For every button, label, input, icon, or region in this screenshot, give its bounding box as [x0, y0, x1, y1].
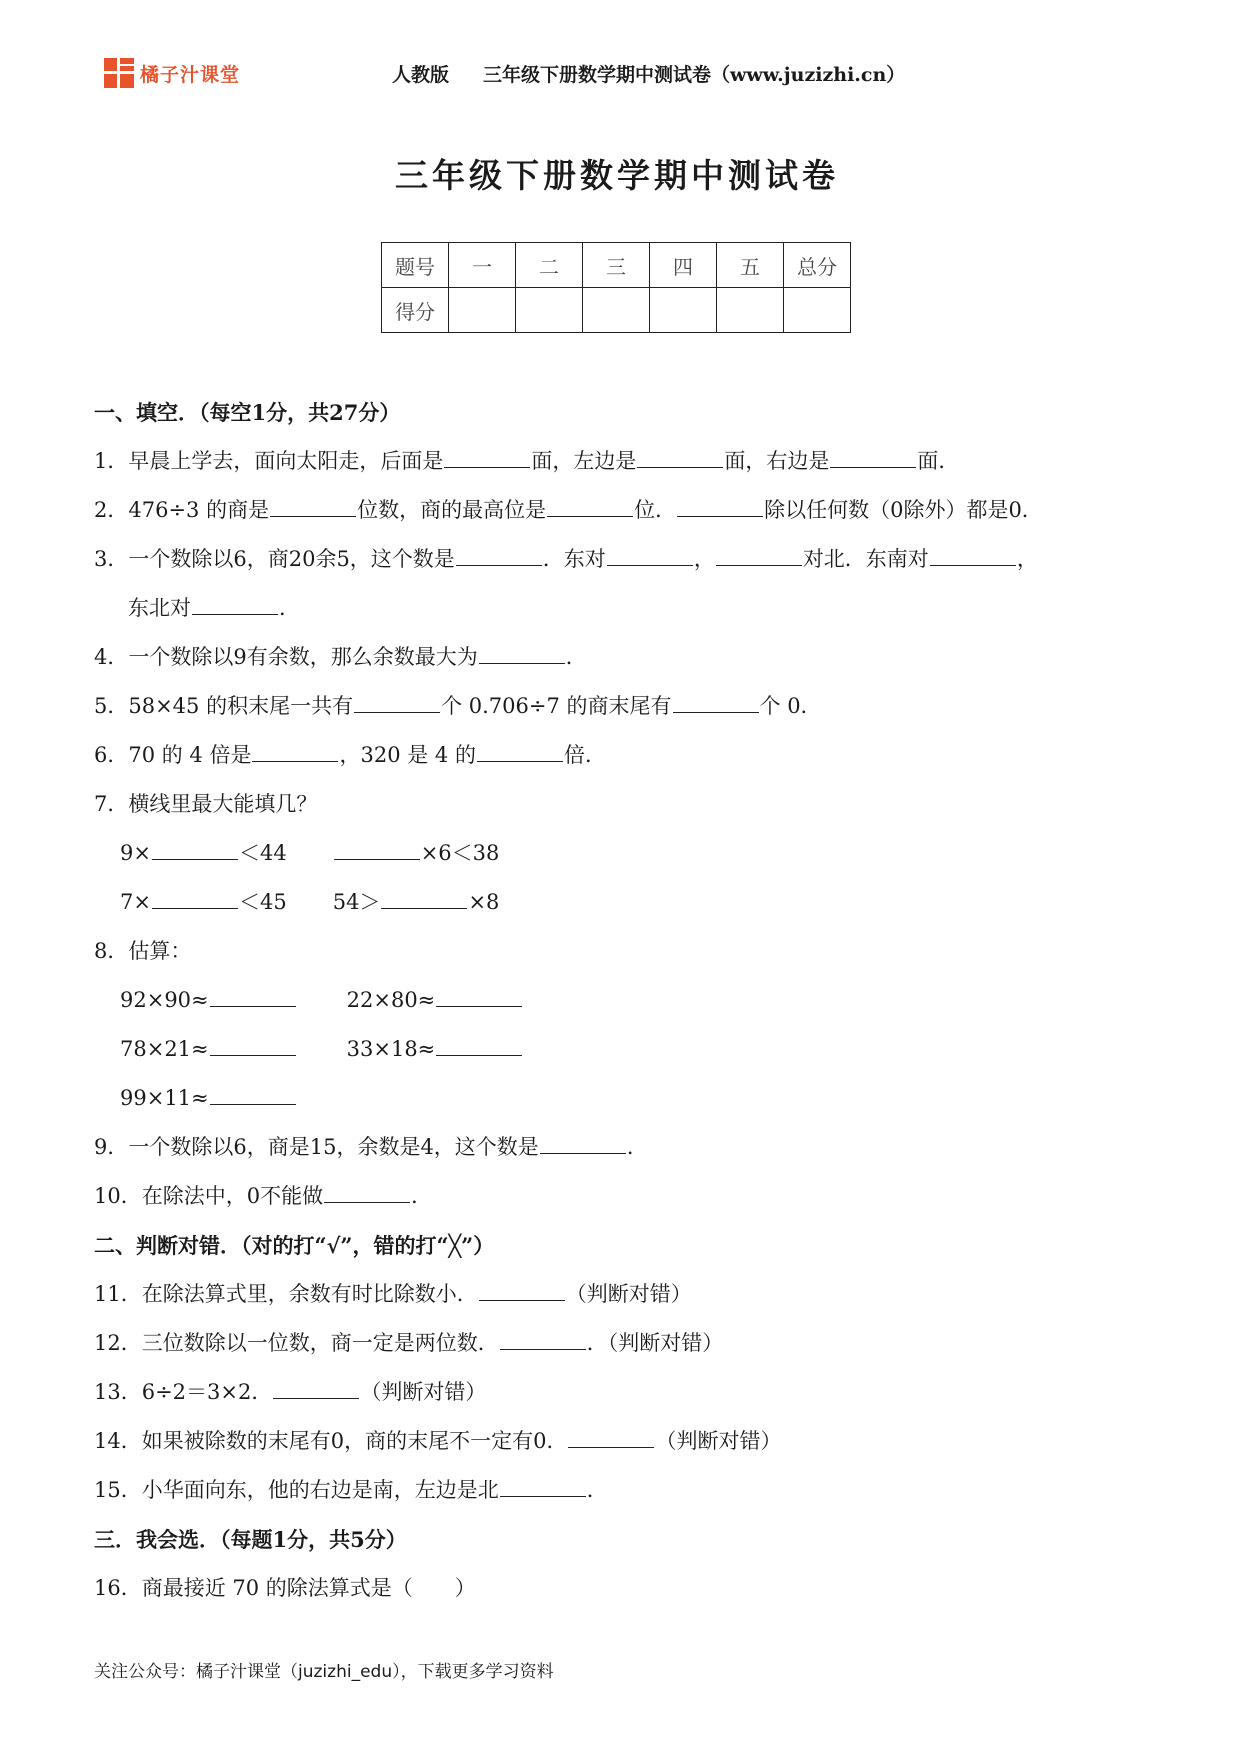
answer-blank[interactable] [270, 494, 356, 517]
question-7-row-1 [94, 829, 1154, 878]
question-11 [94, 1270, 1154, 1319]
answer-blank[interactable] [547, 494, 633, 517]
question-text: 对北．东南对 [802, 547, 929, 571]
question-text: ．东对 [542, 547, 606, 571]
question-6 [94, 731, 1154, 780]
answer-blank[interactable] [500, 1327, 586, 1350]
section-heading: 三．我会选．（每题1分，共5分） [94, 1527, 407, 1552]
question-7: 7．横线里最大能填几？ [94, 792, 318, 816]
question-text: 3．一个数除以6，商20余5，这个数是 [94, 547, 455, 571]
question-10 [94, 1172, 1154, 1221]
answer-blank[interactable] [673, 690, 759, 713]
score-cell: 二 [516, 243, 583, 288]
question-text: （判断对错） [360, 1380, 487, 1404]
answer-blank[interactable] [477, 739, 563, 762]
question-text: ．（判断对错） [586, 1331, 724, 1355]
question-text: 个 0． [759, 694, 822, 718]
question-text: 7× [120, 890, 151, 914]
question-text: 14．如果被除数的末尾有0，商的末尾不一定有0． [94, 1429, 568, 1453]
answer-blank[interactable] [444, 445, 530, 468]
answer-blank[interactable] [273, 1376, 359, 1399]
score-cell: 总分 [784, 243, 851, 288]
question-8-row-2 [94, 1025, 1154, 1074]
answer-blank[interactable] [479, 641, 565, 664]
question-text: 面． [917, 449, 960, 473]
section-heading: 一、填空．（每空1分，共27分） [94, 400, 401, 425]
question-text: ． [626, 1135, 648, 1159]
answer-blank[interactable] [152, 837, 238, 860]
question-5 [94, 682, 1154, 731]
answer-blank[interactable] [479, 1278, 565, 1301]
question-text: （判断对错） [655, 1429, 782, 1453]
score-input-cell[interactable] [784, 288, 851, 333]
question-3 [94, 535, 1154, 584]
answer-blank[interactable] [568, 1425, 654, 1448]
score-input-cell[interactable] [449, 288, 516, 333]
answer-blank[interactable] [677, 494, 763, 517]
question-text: ×8 [468, 890, 500, 914]
answer-blank[interactable] [436, 984, 522, 1007]
score-table [381, 242, 851, 333]
question-text: 个 0.706÷7 的商末尾有 [441, 694, 672, 718]
question-8-row-3 [94, 1074, 1154, 1123]
answer-blank[interactable] [354, 690, 440, 713]
question-text: （判断对错） [565, 1282, 692, 1306]
question-text: 15．小华面向东，他的右边是南，左边是北 [94, 1478, 499, 1502]
answer-blank[interactable] [456, 543, 542, 566]
question-text: ． [586, 1478, 608, 1502]
question-13 [94, 1368, 1154, 1417]
answer-blank[interactable] [210, 1082, 296, 1105]
question-text: ＜45 [238, 890, 287, 914]
question-text: ． [279, 596, 300, 620]
score-input-cell[interactable] [583, 288, 650, 333]
answer-blank[interactable] [930, 543, 1016, 566]
question-8-row-1 [94, 976, 1154, 1025]
question-16: 16．商最接近 70 的除法算式是（ ） [94, 1576, 476, 1600]
score-table-header-row [382, 243, 851, 288]
exam-content [94, 388, 1154, 1613]
question-text: 11．在除法算式里，余数有时比除数小． [94, 1282, 478, 1306]
answer-blank[interactable] [210, 1033, 296, 1056]
question-text: 12．三位数除以一位数，商一定是两位数． [94, 1331, 499, 1355]
question-text: 92×90≈ [120, 988, 209, 1012]
logo-icon [104, 58, 134, 88]
answer-blank[interactable] [252, 739, 338, 762]
score-cell: 四 [650, 243, 717, 288]
answer-blank[interactable] [334, 837, 420, 860]
header-title [392, 60, 905, 87]
question-text: 倍． [563, 743, 606, 767]
question-text: ． [565, 645, 587, 669]
answer-blank[interactable] [192, 592, 278, 615]
question-text: 22×80≈ [346, 988, 436, 1012]
answer-blank[interactable] [210, 984, 296, 1007]
question-text: ． [411, 1184, 433, 1208]
score-table-score-row [382, 288, 851, 333]
question-text: 6．70 的 4 倍是 [94, 743, 252, 767]
question-text: 除以任何数（0除外）都是0． [764, 498, 1043, 522]
question-text: 位数，商的最高位是 [357, 498, 547, 522]
answer-blank[interactable] [500, 1474, 586, 1497]
logo-text: 橘子汁课堂 [140, 63, 241, 86]
question-1 [94, 437, 1154, 486]
question-text: ×6＜38 [420, 841, 500, 865]
score-input-cell[interactable] [516, 288, 583, 333]
publisher: 人教版 [392, 64, 450, 86]
score-input-cell[interactable] [717, 288, 784, 333]
document-title: 三年级下册数学期中测试卷 [395, 156, 839, 195]
question-text: 2．476÷3 的商是 [94, 498, 270, 522]
score-label-cell: 得分 [382, 288, 449, 333]
question-text: 54＞ [332, 890, 381, 914]
question-text: 4．一个数除以9有余数，那么余数最大为 [94, 645, 478, 669]
question-text: ＜44 [238, 841, 287, 865]
score-cell: 五 [717, 243, 784, 288]
question-14 [94, 1417, 1154, 1466]
answer-blank[interactable] [436, 1033, 522, 1056]
question-text: ， [693, 547, 715, 571]
answer-blank[interactable] [716, 543, 802, 566]
question-text: 99×11≈ [120, 1086, 209, 1110]
question-text: 10．在除法中，0不能做 [94, 1184, 324, 1208]
question-text: 13．6÷2＝3×2． [94, 1380, 273, 1404]
question-text: 面，右边是 [724, 449, 830, 473]
question-15 [94, 1466, 1154, 1515]
answer-blank[interactable] [324, 1180, 410, 1203]
question-text: 5．58×45 的积末尾一共有 [94, 694, 354, 718]
score-cell: 题号 [382, 243, 449, 288]
question-text: 位． [634, 498, 677, 522]
page-header [0, 56, 1234, 96]
question-12 [94, 1319, 1154, 1368]
question-text: 1．早晨上学去，面向太阳走，后面是 [94, 449, 444, 473]
question-text: ， [1016, 547, 1038, 571]
question-9 [94, 1123, 1154, 1172]
answer-blank[interactable] [540, 1131, 626, 1154]
question-7-row-2 [94, 878, 1154, 927]
question-8: 8．估算： [94, 939, 192, 963]
score-cell: 一 [449, 243, 516, 288]
brand-logo [104, 58, 240, 88]
question-text: 面，左边是 [531, 449, 637, 473]
score-cell: 三 [583, 243, 650, 288]
question-text: ，320 是 4 的 [339, 743, 476, 767]
answer-blank[interactable] [607, 543, 693, 566]
answer-blank[interactable] [381, 886, 467, 909]
question-text: 9．一个数除以6，商是15，余数是4，这个数是 [94, 1135, 539, 1159]
answer-blank[interactable] [830, 445, 916, 468]
question-2 [94, 486, 1154, 535]
question-text: 33×18≈ [346, 1037, 436, 1061]
header-subtitle: 三年级下册数学期中测试卷（www.juzizhi.cn） [483, 64, 906, 86]
question-text: 东北对 [128, 596, 191, 620]
score-input-cell[interactable] [650, 288, 717, 333]
question-text: 78×21≈ [120, 1037, 209, 1061]
answer-blank[interactable] [152, 886, 238, 909]
question-text: 9× [120, 841, 151, 865]
question-3-continued [94, 584, 1154, 633]
page-footer: 关注公众号：橘子汁课堂（juzizhi_edu），下载更多学习资料 [94, 1662, 554, 1682]
section-heading: 二、判断对错．（对的打“√”，错的打“╳”） [94, 1233, 495, 1258]
answer-blank[interactable] [637, 445, 723, 468]
question-4 [94, 633, 1154, 682]
